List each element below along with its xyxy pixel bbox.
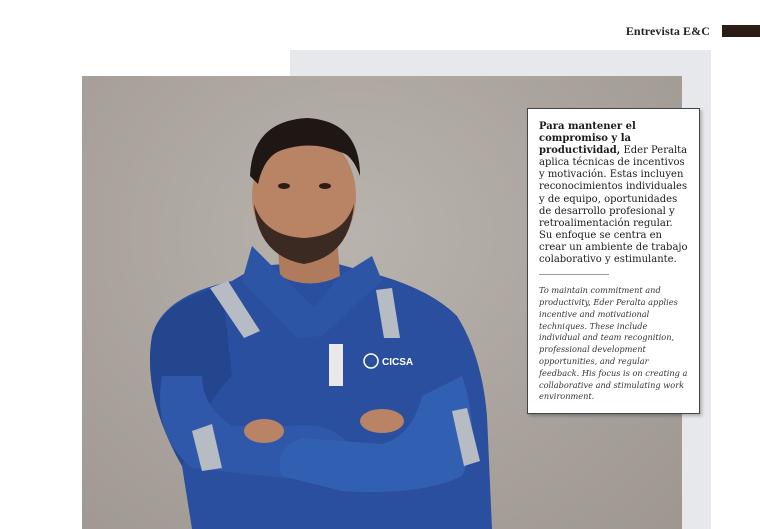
section-header-label: Entrevista E&C bbox=[625, 24, 710, 38]
quote-lead-bold: Para mantener el compromiso y la productividad, bbox=[539, 121, 636, 157]
quote-english: To maintain commitment and productivity, Eder Peralta applies incentive and motivational techniques. These include individual and team recognition, professional development opportunities, and regular feedback. His focus is on creating a collaborative and stimulating work environment. bbox=[539, 285, 688, 402]
id-badge bbox=[329, 344, 343, 386]
quote-box bbox=[527, 108, 700, 414]
section-header-bar bbox=[722, 25, 760, 37]
quote-body-spanish: Eder Peralta aplica técnicas de incentivos y motivación. Estas incluyen reconocimientos individuales y de equipo, oportunidades de desarrollo profesional y retroalimentación regular. Su enfoque se centra en crear un ambiente de trabajo colaborativo y estimulante. bbox=[539, 145, 688, 266]
company-logo-text: CICSA bbox=[382, 357, 414, 368]
quote-divider bbox=[539, 274, 609, 275]
quote-spanish bbox=[539, 121, 689, 266]
